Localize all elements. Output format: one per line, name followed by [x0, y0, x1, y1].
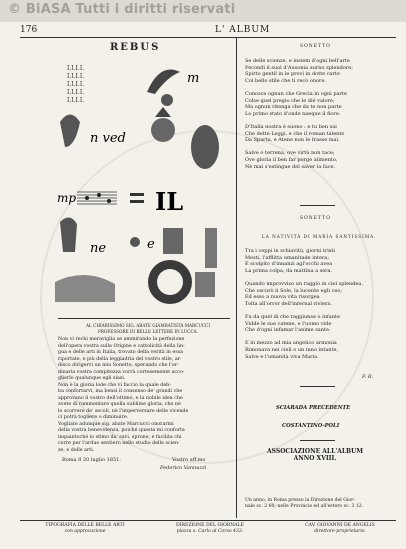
sonetto2-signature: F. R.: [362, 374, 374, 380]
page-header: [20, 25, 396, 37]
sonetto1-verses: Se delle scienze, e insiem d'ogni bell'arte Fecondi il suol d'Ausonia aurno splendore; Spirto gentil in le provi in dotte carte Col bello stile che ti recò onore. Conosce ognun che Grecia in ogni parte Colse quel pregio che le diè valore; Ma ognun ritenga che da te non parte Lo primo stato d'onde naeque il fiore. D'Italia nostra è suono : e tu ben sai Che dette Leggi, e che il roman talento Da Sparta, e Atene non le trasse mai. Salve o terrena, ove virtù non tace; Ove gloria il ben far porge alimento, Nè mai s'estingue del saver la face.: [245, 58, 353, 170]
svg-text:I.I.I.I.: I.I.I.I.: [67, 73, 85, 80]
separator: [300, 386, 335, 387]
rebus-e-glyph: e: [147, 237, 155, 252]
tower-figure: [163, 228, 183, 254]
rebus-nved-glyph: n ved: [90, 131, 126, 146]
sonetto2-verses: Tra i ceppi in schiavitù, giorni tristi Mesti, l'afflitta umanitade intera; E scolpito d'innanzi agl'occhi avea La prima colpa, da mattina a sera. Quando improvviso un raggio in ciel splendea, Che oscurò il Sole, la lucente egli ceo; Ed esso a nuova vita risorgea Tolta all'orror dell'infernal riviera. Fu da quel di che raggiunse o infante Vidde le sue catene, e l'uomo vide Che d'ogni infamar l'anime sante. E in mezzo ad mia angelico armonia Rimonava nei cieli o un inno intante, Salve e l'umanità viva Maria.: [245, 248, 363, 360]
king-head: [151, 118, 175, 142]
sonetto2-subtitle: LA NATIVITÀ DI MARIA SANTISSIMA.: [262, 234, 377, 239]
sciarada-answer: COSTANTINO-POLI: [282, 423, 340, 429]
association-title: ASSOCIAZIONE ALL'ALBUM ANNO XVIII.: [267, 448, 363, 462]
rebus-ne-glyph: ne: [90, 241, 107, 256]
column-figure: [205, 228, 217, 268]
separator: [300, 205, 335, 206]
journal-title: L' ALBUM: [215, 25, 271, 35]
footer-direction: DIREZIONE DEL GIORNALE piazza s. Carlo al Corso 433.: [176, 523, 244, 534]
woman-figure: [60, 217, 77, 252]
rebus-rule: [58, 318, 230, 319]
rebus-mp-glyph: mp: [57, 191, 77, 205]
association-text: Un anno, in Roma presso la Direzione del Gior- nale sc. 2 60; nelle Provincie ed all'estero sc. 3 12.: [245, 498, 364, 509]
column-divider: [236, 38, 237, 518]
landscape-figure: [55, 275, 115, 302]
svg-text:I.I.I.I.: I.I.I.I.: [67, 97, 85, 104]
footer-printer: TIPOGRAFIA DELLE BELLE ARTI con approvazione: [45, 523, 125, 534]
footer-rule: [20, 520, 396, 521]
rebus-il-glyph: IL: [155, 187, 184, 216]
svg-text:I.I.I.I.: I.I.I.I.: [67, 65, 85, 72]
watermark-text: © BiASA Tutti i diritti riservati: [8, 2, 236, 17]
music-staff: [77, 192, 117, 204]
svg-text:I.I.I.I.: I.I.I.I.: [67, 89, 85, 96]
rebus-letters-block: [67, 65, 84, 104]
sonetto1-title: SONETTO: [300, 44, 331, 49]
figure-left: [60, 115, 80, 148]
bearded-figure: [191, 125, 219, 169]
rebus-illustration: [55, 52, 235, 317]
signature: Federico Vannuzzi: [160, 465, 207, 471]
letter-body: Non vi rechi meraviglia se ammirando la perfezione dell'opera vostra sulla Origine e cattolicità della lin- gua e delle arti in Italia, trovato della verità in essa riportate, e più della leggiadria del vostro stile, ar- disco dirigervi un mio Sonetto, sperando che l'or- dinaria vostra compitezza vorrà cortesemente acco- glierlo qualunque egli siasi. Non è la gioria lode che vi faccio la quale deb- ba confortarvi, ma bensì il consenso de' grandi che approvano il vostro dell'ottimo, e la nobile idea che avete di rammentare quella sublime gloria, che nè lo scorrere de' secoli, nè l'imperversare delle vicende ci potrà togliere o diminuire. Vogliate adunque sig. abate Marcucci onorarmi della vostra benevolenza, poiché questa mi conforta inquantoché io stimo da' savi, sprone, e facilita chi corre per l'arduo sentiero nello studio delle scien- ze, e delle arti.: [58, 337, 189, 453]
rebus-title: REBUS: [110, 42, 161, 53]
page-number: 176: [20, 25, 38, 35]
footer-director: CAV. GIOVANNI DE ANGELIS direttore-proprietario.: [305, 523, 375, 534]
rebus-m-glyph: m: [187, 71, 200, 86]
place-date: Roma 8 20 luglio 1851.: [62, 457, 121, 463]
bird-figure: [147, 70, 180, 95]
sonetto2-title: SONETTO: [300, 216, 331, 221]
letter-caption: AL CHIARISSIMO SIG. ABATE GIAMBATISTA MARCUCCI PROFESSORE DI BELLE LETTERE IN LUCCA.: [86, 323, 210, 334]
closing: Vostro aff.mo: [172, 457, 206, 463]
separator: [300, 440, 335, 441]
sciarada-title: SCIARADA PRECEDENTE: [276, 405, 351, 411]
header-rule: [20, 37, 396, 38]
watermark-banner: [0, 0, 406, 22]
svg-text:I.I.I.I.: I.I.I.I.: [67, 81, 85, 88]
